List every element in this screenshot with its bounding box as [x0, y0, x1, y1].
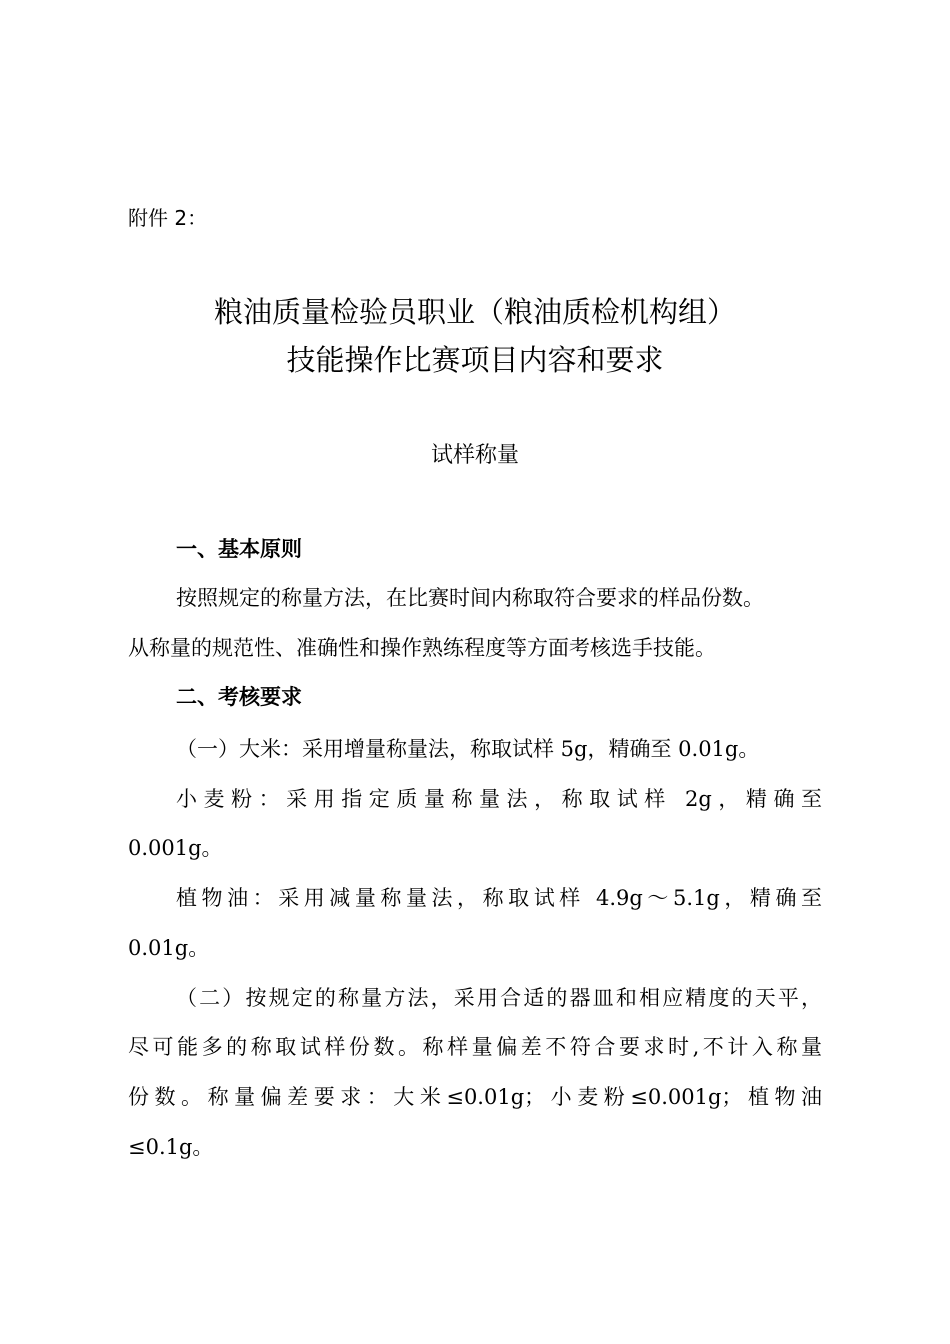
- requirement-oil-line-1: 植物油：采用减量称量法，称取试样 4.9g～5.1g，精确至: [176, 886, 822, 910]
- requirement-oil-line-2: 0.01g。: [128, 936, 210, 960]
- requirement-item2-line-1: （二）按规定的称量方法，采用合适的器皿和相应精度的天平，: [176, 986, 822, 1010]
- requirement-rice: （一）大米：采用增量称量法，称取试样 5g，精确至 0.01g。: [176, 737, 760, 761]
- requirement-item2-line-4: ≤0.1g。: [128, 1135, 214, 1159]
- page-subtitle: 试样称量: [430, 443, 519, 468]
- paragraph-line: 从称量的规范性、准确性和操作熟练程度等方面考核选手技能。: [128, 636, 716, 660]
- requirement-item2-line-2: 尽可能多的称取试样份数。称样量偏差不符合要求时,不计入称量: [128, 1035, 822, 1059]
- section-heading-basic-principles: 一、基本原则: [176, 537, 302, 561]
- requirement-item2-line-3: 份数。称量偏差要求：大米≤0.01g；小麦粉≤0.001g；植物油: [128, 1085, 822, 1109]
- page-title-line-2: 技能操作比赛项目内容和要求: [286, 343, 664, 377]
- section-heading-requirements: 二、考核要求: [176, 685, 302, 709]
- paragraph-line: 按照规定的称量方法，在比赛时间内称取符合要求的样品份数。: [176, 586, 764, 610]
- attachment-label: 附件 2：: [128, 206, 208, 230]
- requirement-flour-line-1: 小麦粉：采用指定质量称量法，称取试样 2g，精确至: [176, 787, 822, 811]
- page-title-line-1: 粮油质量检验员职业（粮油质检机构组）: [213, 295, 736, 329]
- requirement-flour-line-2: 0.001g。: [128, 836, 223, 860]
